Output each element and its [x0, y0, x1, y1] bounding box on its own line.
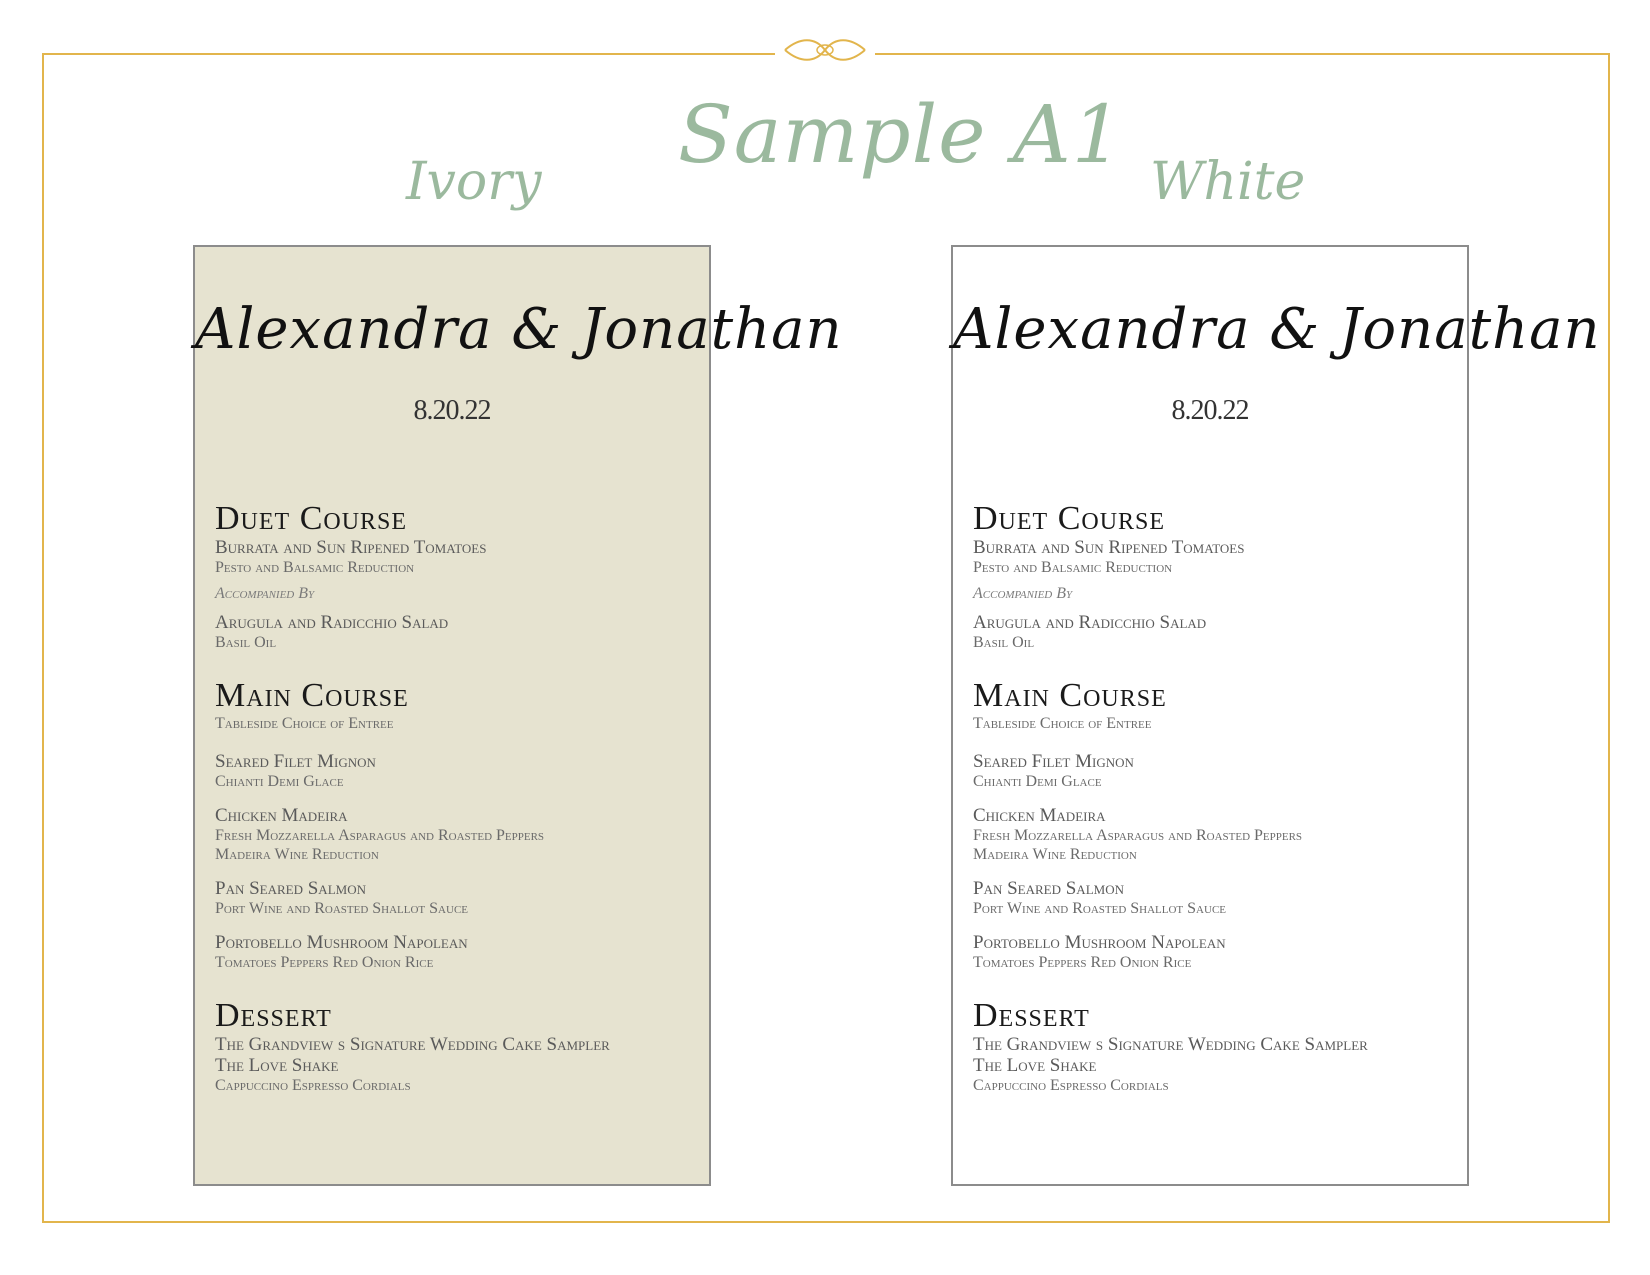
menu-item: Arugula and Radicchio Salad [215, 612, 449, 633]
dish-description: Tomatoes Peppers Red Onion Rice [215, 954, 434, 971]
dessert-item: The Grandview s Signature Wedding Cake Sampler [973, 1034, 1368, 1055]
dish-description: Madeira Wine Reduction [215, 846, 379, 863]
dish-description: Fresh Mozzarella Asparagus and Roasted Peppers [973, 827, 1303, 844]
section-heading: Dessert [973, 997, 1090, 1034]
dish-name: Portobello Mushroom Napolean [973, 932, 1226, 953]
dessert-item: Cappuccino Espresso Cordials [973, 1077, 1169, 1094]
menu-body [215, 501, 697, 1121]
list-item [215, 805, 697, 864]
menu-item: Burrata and Sun Ripened Tomatoes [973, 537, 1245, 558]
list-item [973, 878, 1455, 918]
dish-description: Port Wine and Roasted Shallot Sauce [973, 900, 1226, 917]
duet-course-section [215, 501, 697, 652]
list-item [973, 932, 1455, 972]
dessert-item: Cappuccino Espresso Cordials [215, 1077, 411, 1094]
section-heading: Duet Course [215, 500, 408, 537]
variant-label-white: White [1150, 152, 1306, 212]
entree-choice-note: Tableside Choice of Entree [215, 715, 394, 732]
dish-name: Seared Filet Mignon [973, 751, 1134, 772]
dish-name: Pan Seared Salmon [973, 878, 1124, 899]
sample-title: Sample A1 [678, 88, 1124, 181]
dish-description: Fresh Mozzarella Asparagus and Roasted Peppers [215, 827, 545, 844]
dish-name: Chicken Madeira [973, 805, 1106, 826]
couple-names: Alexandra & Jonathan [195, 297, 843, 362]
dish-description: Chianti Demi Glace [215, 773, 344, 790]
menu-item: Burrata and Sun Ripened Tomatoes [215, 537, 487, 558]
dish-description: Chianti Demi Glace [973, 773, 1102, 790]
flourish-ornament-icon [775, 35, 875, 65]
section-heading: Main Course [215, 677, 409, 714]
list-item [215, 751, 697, 791]
main-course-section [215, 678, 697, 972]
menu-item-description: Basil Oil [215, 634, 277, 651]
menu-item-description: Pesto and Balsamic Reduction [215, 559, 415, 576]
dish-name: Chicken Madeira [215, 805, 348, 826]
dish-description: Port Wine and Roasted Shallot Sauce [215, 900, 468, 917]
menu-item-description: Basil Oil [973, 634, 1035, 651]
duet-course-section [973, 501, 1455, 652]
menu-card-white [951, 245, 1601, 1186]
wedding-date: 8.20.22 [413, 395, 491, 426]
menu-item: Arugula and Radicchio Salad [973, 612, 1207, 633]
menu-body [973, 501, 1455, 1121]
couple-names: Alexandra & Jonathan [953, 297, 1601, 362]
dessert-item: The Love Shake [215, 1055, 339, 1076]
accompanied-note: Accompanied By [215, 585, 315, 602]
dish-name: Seared Filet Mignon [215, 751, 376, 772]
main-course-section [973, 678, 1455, 972]
dish-description: Tomatoes Peppers Red Onion Rice [973, 954, 1192, 971]
dessert-item: The Love Shake [973, 1055, 1097, 1076]
dish-name: Portobello Mushroom Napolean [215, 932, 468, 953]
list-item [215, 932, 697, 972]
entree-choice-note: Tableside Choice of Entree [973, 715, 1152, 732]
menu-card-ivory [193, 245, 843, 1186]
list-item [973, 805, 1455, 864]
list-item [973, 751, 1455, 791]
menu-item-description: Pesto and Balsamic Reduction [973, 559, 1173, 576]
accompanied-note: Accompanied By [973, 585, 1073, 602]
section-heading: Dessert [215, 997, 332, 1034]
dessert-item: The Grandview s Signature Wedding Cake Sampler [215, 1034, 610, 1055]
dish-description: Madeira Wine Reduction [973, 846, 1137, 863]
dessert-section [973, 998, 1455, 1095]
section-heading: Main Course [973, 677, 1167, 714]
dish-name: Pan Seared Salmon [215, 878, 366, 899]
wedding-date: 8.20.22 [1171, 395, 1249, 426]
section-heading: Duet Course [973, 500, 1166, 537]
variant-label-ivory: Ivory [406, 152, 542, 212]
list-item [215, 878, 697, 918]
dessert-section [215, 998, 697, 1095]
